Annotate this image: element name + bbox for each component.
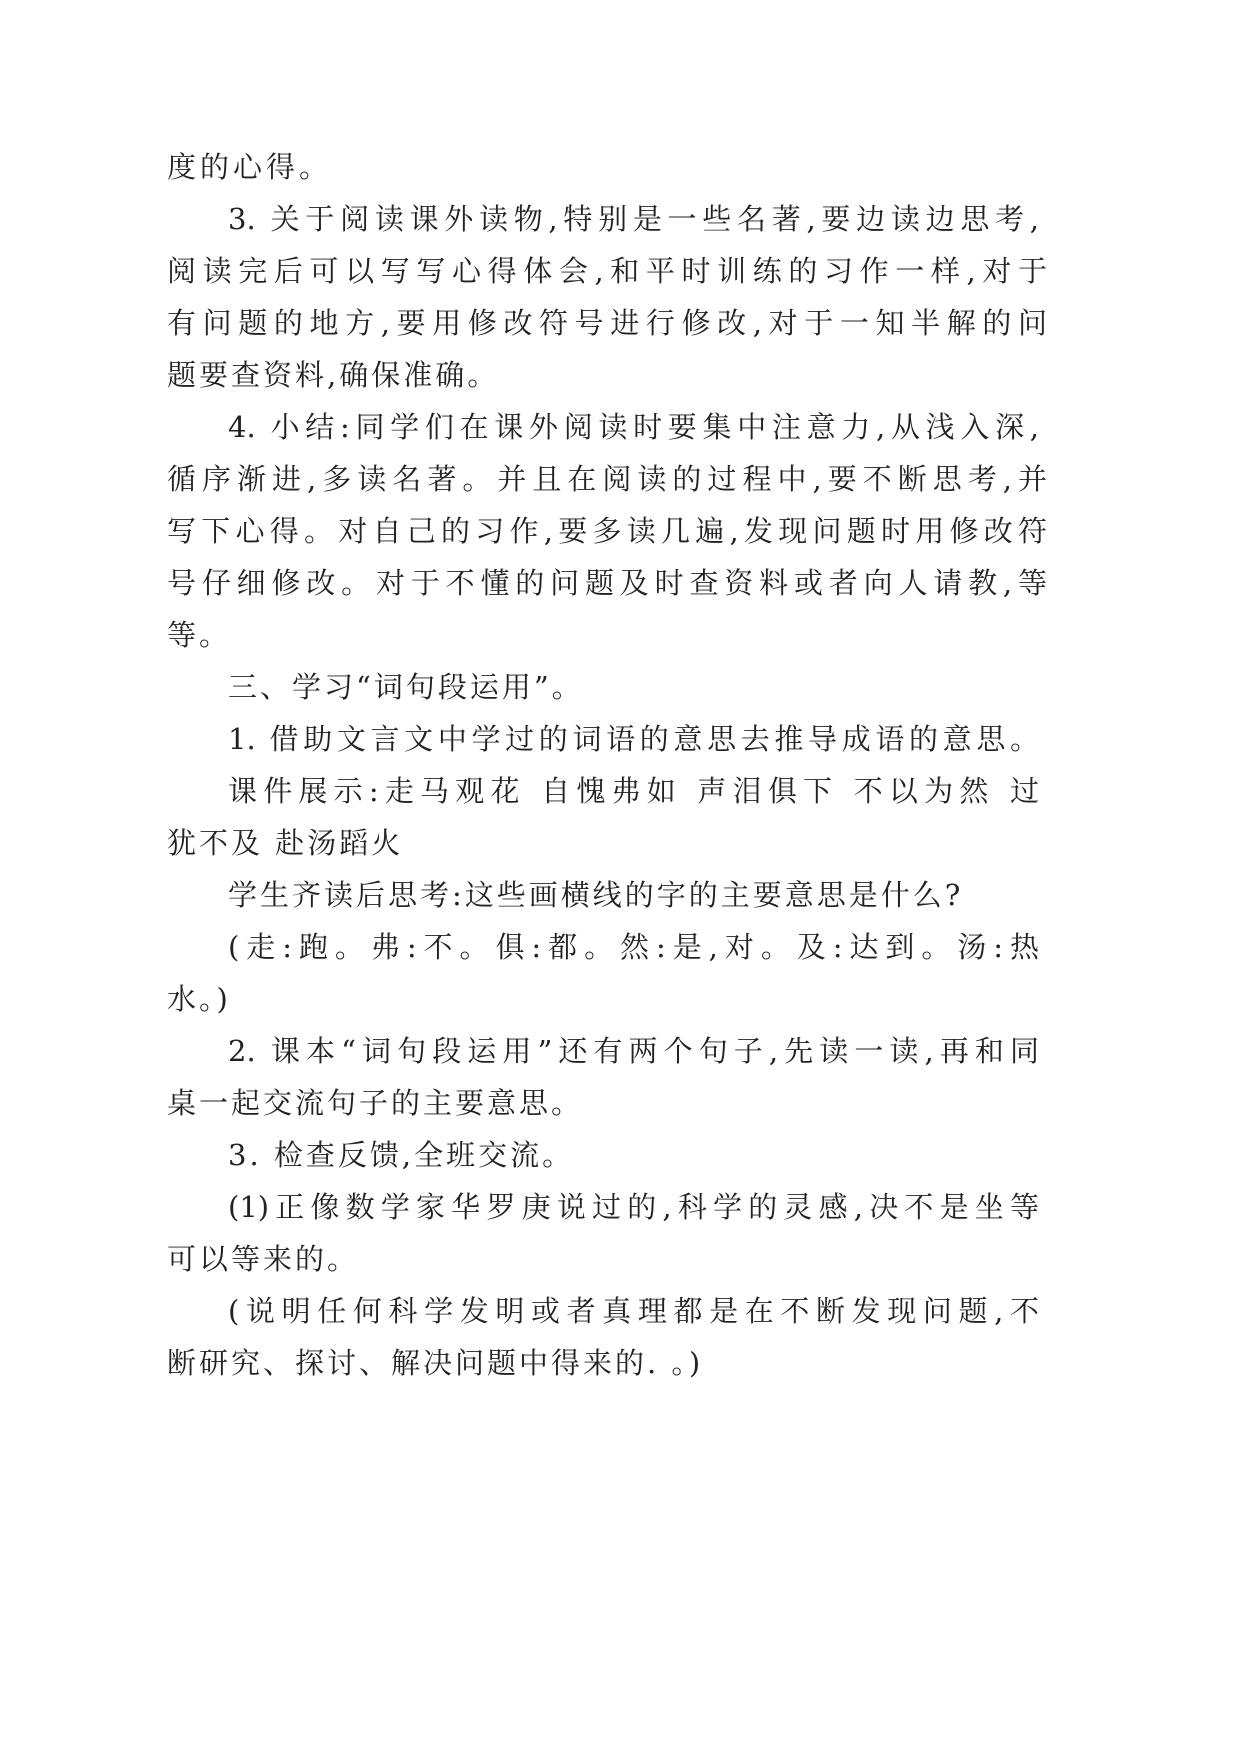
line-text: (1)正像数学家华罗庚说过的,科学的灵感,决不是坐等 — [228, 1190, 1039, 1224]
text-line — [167, 147, 332, 187]
text-line — [228, 1031, 1039, 1071]
line-text: 犹不及 赴汤蹈火 — [167, 826, 404, 860]
text-line — [167, 1083, 583, 1123]
line-text: 写下心得。对自己的习作,要多读几遍,发现问题时用修改符 — [167, 514, 1047, 548]
text-line — [167, 1239, 359, 1279]
text-line — [167, 563, 1047, 603]
text-line — [228, 875, 963, 915]
text-line — [167, 511, 1047, 551]
text-line — [167, 615, 231, 655]
text-line — [167, 1343, 703, 1383]
line-text: 水。) — [167, 982, 231, 1016]
text-line — [167, 979, 231, 1019]
line-text: 阅读完后可以写写心得体会,和平时训练的习作一样,对于 — [167, 254, 1047, 288]
text-line — [228, 407, 1039, 447]
text-line — [167, 303, 1047, 343]
line-text: 三、学习“词句段运用”。 — [228, 670, 584, 704]
line-text: 4. 小结:同学们在课外阅读时要集中注意力,从浅入深, — [228, 410, 1039, 444]
line-text: 桌一起交流句子的主要意思。 — [167, 1086, 584, 1120]
line-text: 号仔细修改。对于不懂的问题及时查资料或者向人请教,等 — [167, 566, 1047, 600]
text-line — [228, 1187, 1039, 1227]
line-text: 断研究、探讨、解决问题中得来的. 。) — [167, 1346, 704, 1380]
text-line — [228, 1291, 1039, 1331]
line-text: 度的心得。 — [167, 150, 333, 184]
text-line — [167, 459, 1047, 499]
line-text: 3. 检查反馈,全班交流。 — [228, 1138, 575, 1172]
line-text: 3. 关于阅读课外读物,特别是一些名著,要边读边思考, — [228, 202, 1039, 236]
line-text: 循序渐进,多读名著。并且在阅读的过程中,要不断思考,并 — [167, 462, 1047, 496]
line-text: 题要查资料,确保准确。 — [167, 358, 500, 392]
line-text: (说明任何科学发明或者真理都是在不断发现问题,不 — [228, 1294, 1039, 1328]
text-line — [167, 355, 499, 395]
text-line — [228, 719, 1039, 759]
line-text: (走:跑。弗:不。俱:都。然:是,对。及:达到。汤:热 — [228, 930, 1039, 964]
text-line — [228, 199, 1039, 239]
line-text: 课件展示:走马观花 自愧弗如 声泪俱下 不以为然 过 — [228, 774, 1039, 808]
line-text: 有问题的地方,要用修改符号进行修改,对于一知半解的问 — [167, 306, 1047, 340]
text-line — [167, 823, 403, 863]
line-text: 2. 课本“词句段运用”还有两个句子,先读一读,再和同 — [228, 1034, 1039, 1068]
text-line — [167, 251, 1047, 291]
text-line — [228, 927, 1039, 967]
line-text: 学生齐读后思考:这些画横线的字的主要意思是什么? — [228, 878, 964, 912]
line-text: 可以等来的。 — [167, 1242, 360, 1276]
line-text: 等。 — [167, 618, 232, 652]
text-line — [228, 1135, 574, 1175]
text-line — [228, 771, 1039, 811]
section-heading — [228, 667, 584, 707]
line-text: 1. 借助文言文中学过的词语的意思去推导成语的意思。 — [228, 722, 1039, 756]
